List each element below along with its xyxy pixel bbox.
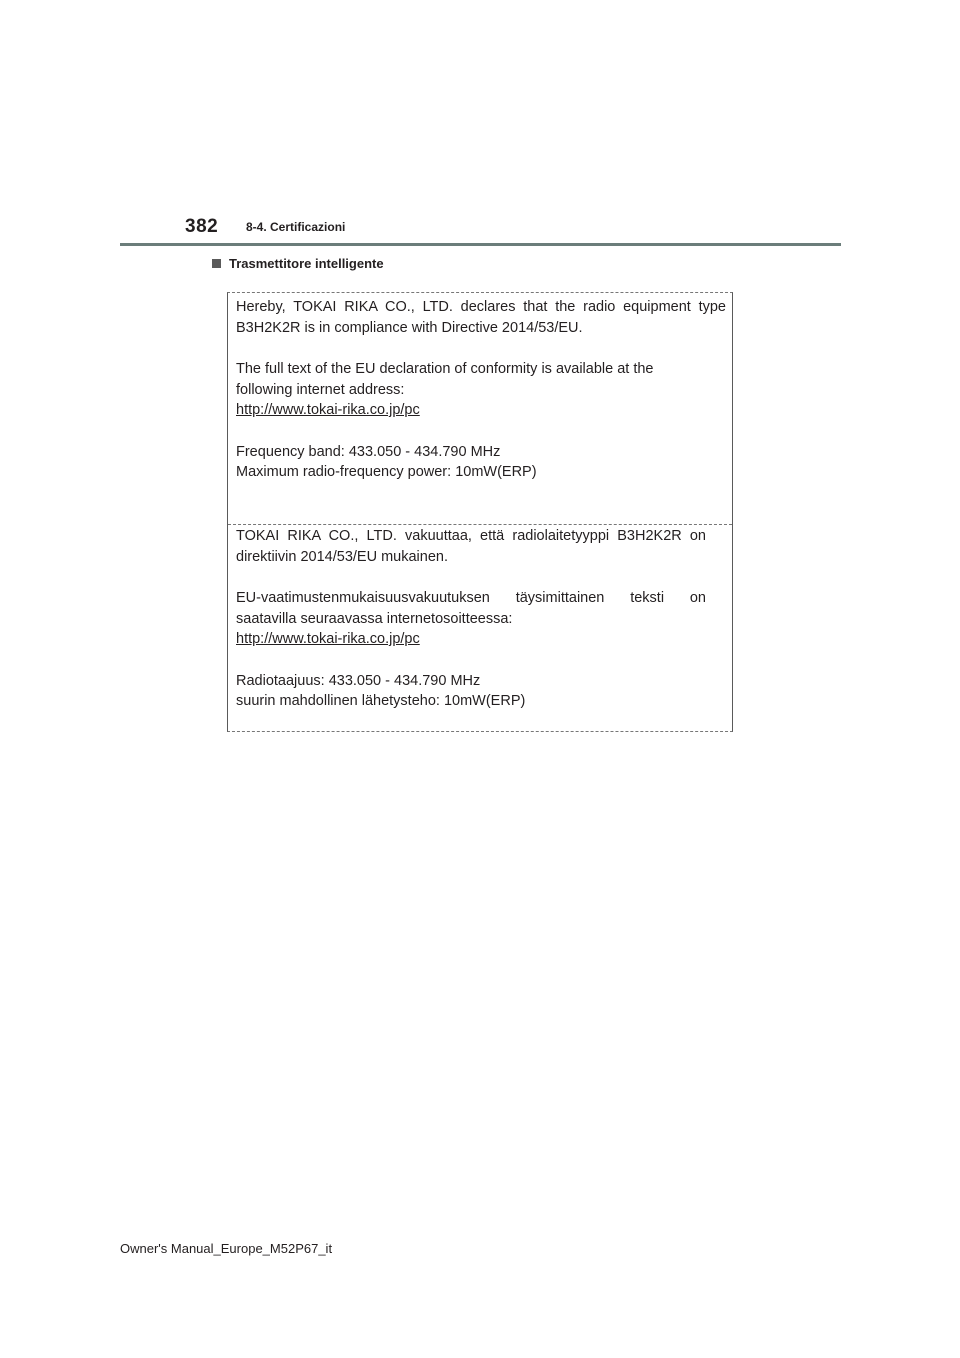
en-line-1: Hereby, TOKAI RIKA CO., LTD. declares that the radio equipment type <box>236 299 726 315</box>
subheading <box>212 256 384 271</box>
fi-url-link[interactable]: http://www.tokai-rika.co.jp/pc <box>236 631 420 647</box>
section-divider <box>228 524 732 525</box>
section-title: 8-4. Certificazioni <box>246 220 346 234</box>
fi-line-2: direktiivin 2014/53/EU mukainen. <box>236 548 448 565</box>
fi-line-1: TOKAI RIKA CO., LTD. vakuuttaa, että radiolaitetyyppi B3H2K2R on <box>236 528 706 544</box>
en-url-link[interactable]: http://www.tokai-rika.co.jp/pc <box>236 402 420 418</box>
certification-box <box>227 292 733 732</box>
finnish-declaration <box>236 526 706 712</box>
fi-line-3: EU-vaatimustenmukaisuusvakuutuksen täysimittainen teksti on <box>236 590 706 606</box>
square-bullet-icon <box>212 259 221 268</box>
fi-line-5: Radiotaajuus: 433.050 - 434.790 MHz <box>236 672 481 689</box>
header-rule <box>120 243 841 246</box>
fi-line-6: suurin mahdollinen lähetysteho: 10mW(ERP) <box>236 693 526 709</box>
fi-line-4: saatavilla seuraavassa internetosoitteessa: <box>236 610 513 627</box>
en-line-3: The full text of the EU declaration of conformity is available at the <box>236 361 654 377</box>
en-line-5: Frequency band: 433.050 - 434.790 MHz <box>236 443 501 460</box>
en-line-4: following internet address: <box>236 381 405 398</box>
en-line-2: B3H2K2R is in compliance with Directive 2014/53/EU. <box>236 319 583 336</box>
page-number: 382 <box>185 216 219 237</box>
english-declaration <box>236 297 726 483</box>
en-line-6: Maximum radio-frequency power: 10mW(ERP) <box>236 464 537 480</box>
footer-text: Owner's Manual_Europe_M52P67_it <box>120 1241 333 1256</box>
subheading-text: Trasmettitore intelligente <box>229 256 384 271</box>
